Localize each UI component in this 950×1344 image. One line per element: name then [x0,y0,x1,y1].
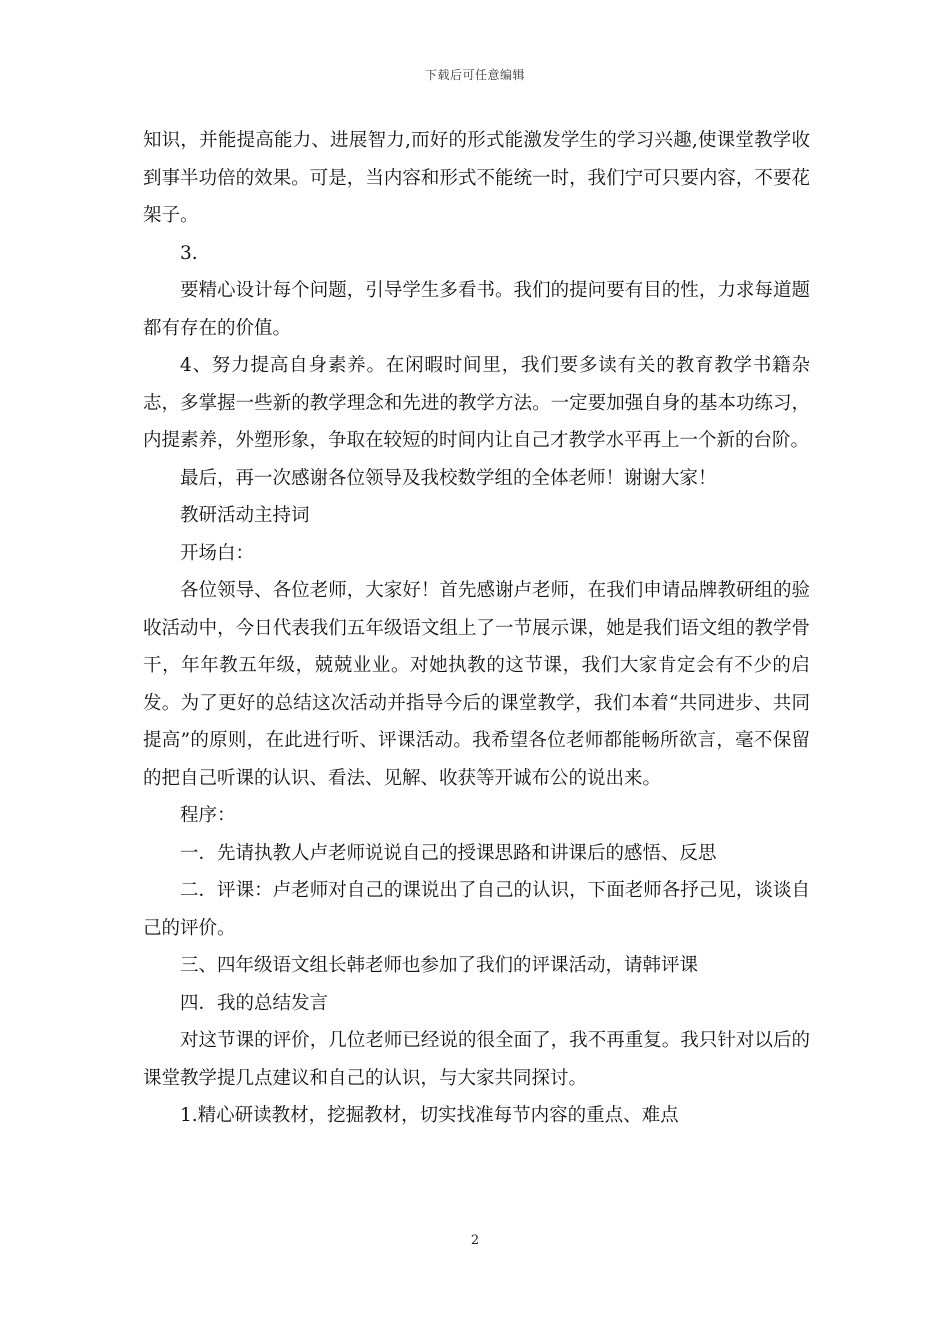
procedure-step-3: 三、四年级语文组长韩老师也参加了我们的评课活动，请韩评课 [180,955,699,976]
opening-label: 开场白： [180,542,255,564]
paragraph-summary: 对这节课的评价，几位老师已经说的很全面了，我不再重复。我只针对以后的课堂教学提几点建议和自己的认识，与大家共同探讨。 [143,1030,810,1089]
procedure-step-1: 一．先请执教人卢老师说说自己的授课思路和讲课后的感悟、反思 [180,842,717,864]
document-body [143,122,810,1135]
paragraph-number-3: 3. [180,242,198,264]
section-title: 教研活动主持词 [180,505,310,526]
paragraph-opening-remarks: 各位领导、各位老师，大家好！首先感谢卢老师，在我们申请品牌教研组的验收活动中，今日代表我们五年级语文组上了一节展示课，她是我们语文组的教学骨干，年年教五年级，兢兢业业。对她执教的这节课，我们大家肯定会有不少的启发。为了更好的总结这次活动并指导今后的课堂教学，我们本着“共同进步、共同提高”的原则，在此进行听、评课活动。我希望各位老师都能畅所欲言，毫不保留的把自己听课的认识、看法、见解、收获等开诚布公的说出来。 [143,580,810,789]
procedure-step-4: 四．我的总结发言 [180,992,329,1014]
page-header: 下载后可任意编辑 [424,68,525,82]
paragraph-self-improvement: 4、努力提高自身素养。在闲暇时间里，我们要多读有关的教育教学书籍杂志，多掌握一些新的教学理念和先进的教学方法。一定要加强自身的基本功练习，内提素养，外塑形象，争取在较短的时间内让自己才教学水平再上一个新的台阶。 [143,355,810,451]
procedure-step-2: 二．评课：卢老师对自己的课说出了自己的认识，下面老师各抒己见，谈谈自己的评价。 [143,880,810,939]
page-number: 2 [470,1233,480,1248]
paragraph-continuation: 知识，并能提高能力、进展智力,而好的形式能激发学生的学习兴趣,使课堂教学收到事半功倍的效果。可是，当内容和形式不能统一时，我们宁可只要内容，不要花架子。 [143,130,810,226]
paragraph-thanks: 最后，再一次感谢各位领导及我校数学组的全体老师！谢谢大家！ [180,467,717,489]
suggestion-1: 1.精心研读教材，挖掘教材，切实找准每节内容的重点、难点 [180,1105,679,1126]
procedure-label: 程序： [180,805,236,826]
paragraph-question-design: 要精心设计每个问题，引导学生多看书。我们的提问要有目的性，力求每道题都有存在的价值。 [143,280,810,339]
